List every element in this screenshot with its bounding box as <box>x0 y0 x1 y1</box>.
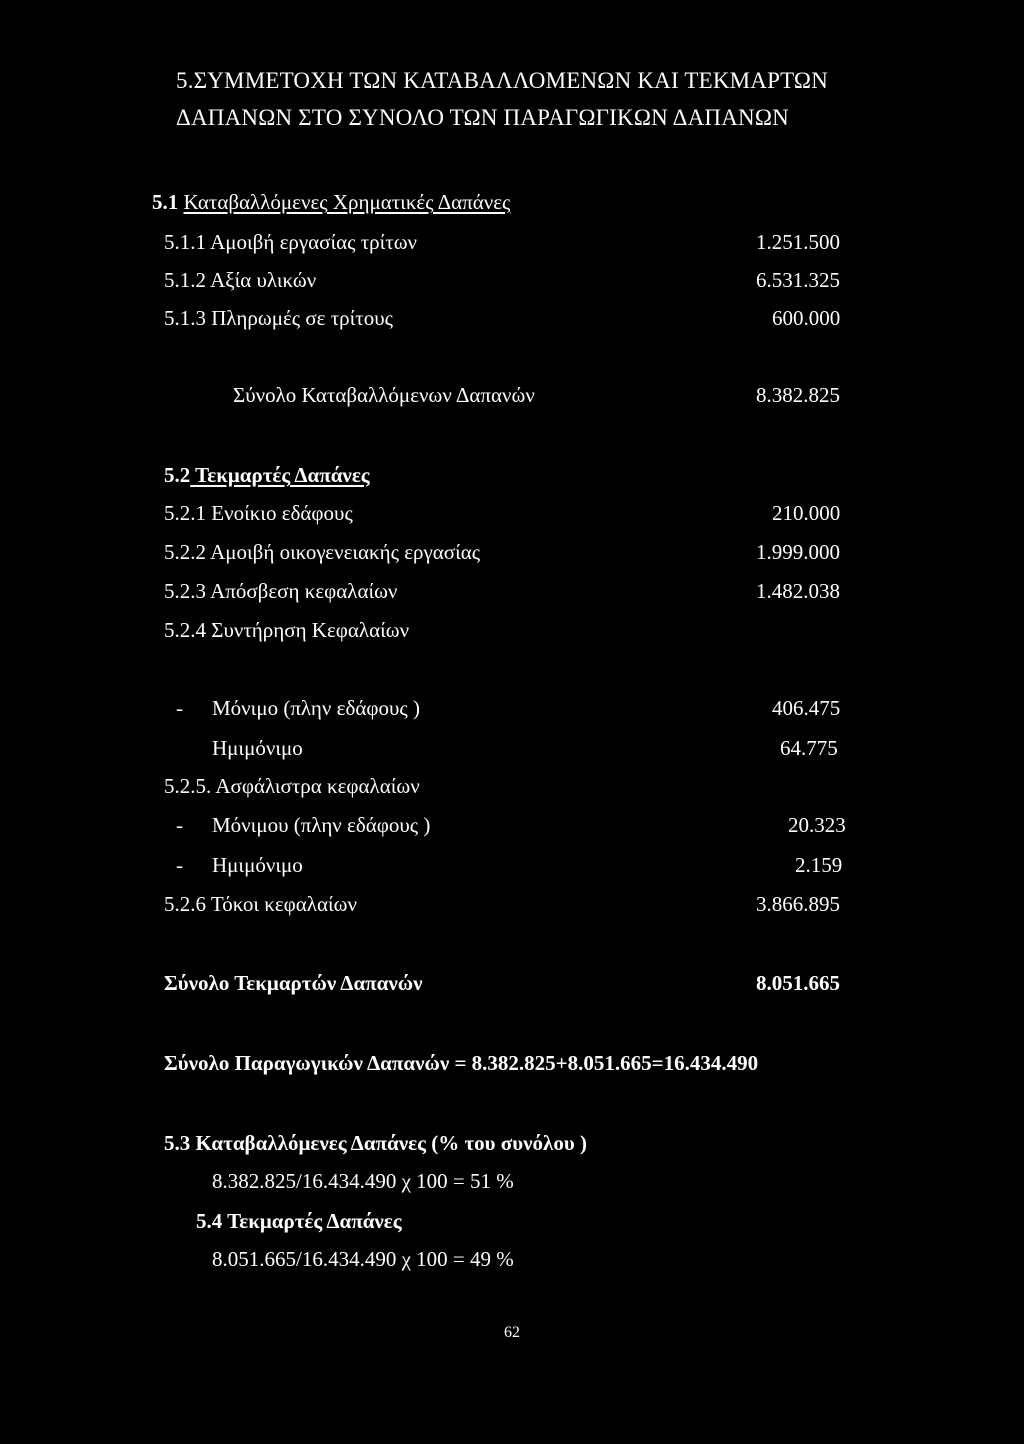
item-5-2-5-label: 5.2.5. Ασφάλιστρα κεφαλαίων <box>164 774 420 798</box>
section-4-formula: 8.051.665/16.434.490 χ 100 = 49 % <box>212 1247 514 1271</box>
insurance-dash-1: - <box>176 813 183 837</box>
item-5-2-6-value: 3.866.895 <box>756 892 840 916</box>
section-2-title: Τεκμαρτές Δαπάνες <box>195 463 370 487</box>
item-5-2-1-label: 5.2.1 Ενοίκιο εδάφους <box>164 501 353 525</box>
item-5-2-3-label: 5.2.3 Απόσβεση κεφαλαίων <box>164 579 398 603</box>
section-1-total-label: Σύνολο Καταβαλλόμενων Δαπανών <box>233 383 535 407</box>
section-2-number: 5.2 <box>164 463 191 487</box>
heading-line-2: ΔΑΠΑΝΩΝ ΣΤΟ ΣΥΝΟΛΟ ΤΩΝ ΠΑΡΑΓΩΓΙΚΩΝ ΔΑΠΑΝΩΝ <box>176 105 789 130</box>
section-3-formula: 8.382.825/16.434.490 χ 100 = 51 % <box>212 1169 514 1193</box>
item-5-1-1-label: 5.1.1 Αμοιβή εργασίας τρίτων <box>164 230 418 254</box>
heading-line-1: 5.ΣΥΜΜΕΤΟΧΗ ΤΩΝ ΚΑΤΑΒΑΛΛΟΜΕΝΩΝ ΚΑΙ ΤΕΚΜΑΡΤΩΝ <box>176 68 829 93</box>
item-5-2-2-label: 5.2.2 Αμοιβή οικογενειακής εργασίας <box>164 540 481 564</box>
insurance-permanent-label: Μόνιμου (πλην εδάφους ) <box>212 813 431 837</box>
section-4-title: 5.4 Τεκμαρτές Δαπάνες <box>196 1209 402 1233</box>
maintenance-permanent-value: 406.475 <box>772 696 841 720</box>
insurance-permanent-value: 20.323 <box>788 813 846 837</box>
maintenance-permanent-label: Μόνιμο (πλην εδάφους ) <box>212 696 420 720</box>
section-2-heading <box>164 462 370 488</box>
section-1-heading <box>152 189 510 215</box>
insurance-semi-permanent-value: 2.159 <box>795 853 843 877</box>
section-1-number: 5.1 <box>152 190 179 214</box>
item-5-2-4-label: 5.2.4 Συντήρηση Κεφαλαίων <box>164 618 410 642</box>
production-costs-total: Σύνολο Παραγωγικών Δαπανών = 8.382.825+8.051.665=16.434.490 <box>164 1051 759 1075</box>
item-5-1-2-label: 5.1.2 Αξία υλικών <box>164 268 317 292</box>
page-number: 62 <box>504 1324 520 1341</box>
section-2-total-label: Σύνολο Τεκμαρτών Δαπανών <box>164 971 423 995</box>
section-1-total-value: 8.382.825 <box>756 383 840 407</box>
insurance-semi-permanent-label: Ημιμόνιμο <box>212 853 303 877</box>
maintenance-dash-1: - <box>176 696 183 720</box>
item-5-2-6-label: 5.2.6 Τόκοι κεφαλαίων <box>164 892 357 916</box>
item-5-1-2-value: 6.531.325 <box>756 268 840 292</box>
item-5-1-3-label: 5.1.3 Πληρωμές σε τρίτους <box>164 306 393 330</box>
section-3-title: 5.3 Καταβαλλόμενες Δαπάνες (% του συνόλου ) <box>164 1131 587 1155</box>
section-2-total-value: 8.051.665 <box>756 971 840 995</box>
section-1-title: Καταβαλλόμενες Χρηματικές Δαπάνες <box>183 190 511 214</box>
maintenance-semi-permanent-value: 64.775 <box>780 736 838 760</box>
insurance-dash-2: - <box>176 853 183 877</box>
item-5-2-3-value: 1.482.038 <box>756 579 840 603</box>
item-5-2-1-value: 210.000 <box>772 501 841 525</box>
item-5-1-1-value: 1.251.500 <box>756 230 840 254</box>
maintenance-semi-permanent-label: Ημιμόνιμο <box>212 736 303 760</box>
item-5-1-3-value: 600.000 <box>772 306 841 330</box>
item-5-2-2-value: 1.999.000 <box>756 540 840 564</box>
